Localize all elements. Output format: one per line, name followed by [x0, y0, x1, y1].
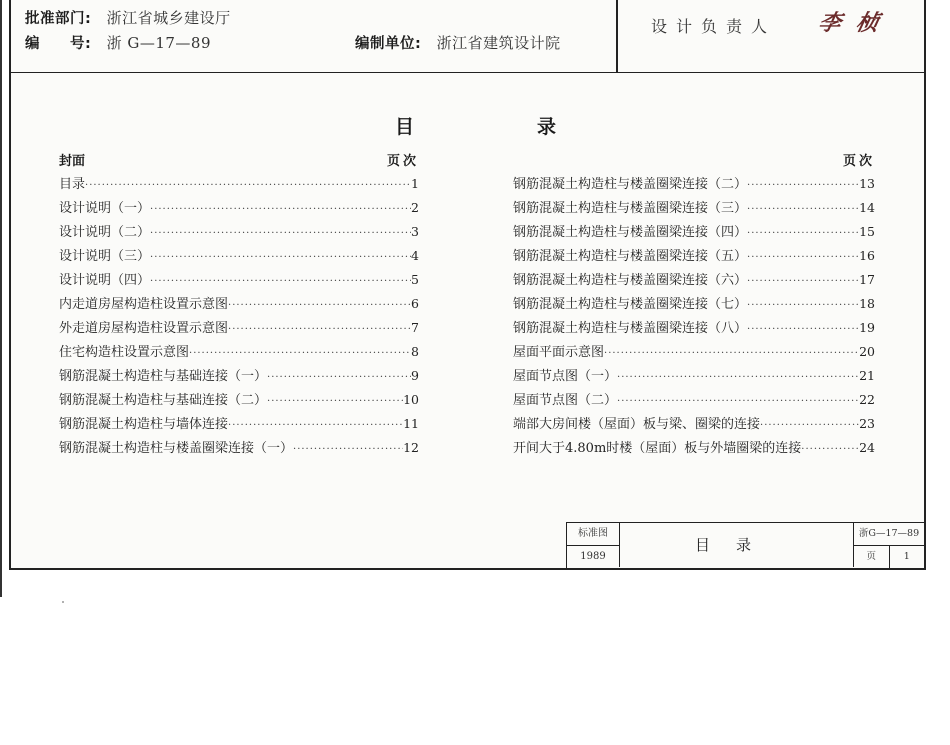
toc-entry — [59, 316, 419, 340]
page-number: 1 — [889, 546, 925, 568]
designer-label: 设计负责人 — [651, 17, 777, 36]
toc-entry-page: 13 — [859, 176, 875, 191]
number-value: 浙 G—17—89 — [106, 34, 212, 52]
toc-entry-page: 6 — [411, 296, 419, 311]
toc-leader-dots — [747, 294, 859, 318]
toc-entry-page: 17 — [859, 272, 875, 287]
page-cell — [854, 545, 924, 568]
toc-entry — [513, 364, 875, 388]
toc-entry — [513, 340, 875, 364]
toc-entry-page: 1 — [411, 176, 419, 191]
toc-entry — [513, 220, 875, 244]
toc-entry — [59, 436, 419, 460]
toc-entry-title: 内走道房屋构造柱设置示意图 — [59, 297, 229, 312]
toc-entry — [513, 316, 875, 340]
toc-entry-page: 9 — [411, 368, 419, 383]
toc-entry-page: 24 — [859, 440, 875, 455]
toc-entry-title: 钢筋混凝土构造柱与楼盖圈梁连接（一） — [59, 441, 294, 456]
title-block — [566, 522, 924, 568]
compiler-row — [355, 32, 561, 53]
toc-leader-dots — [747, 198, 859, 222]
toc-entry-title: 钢筋混凝土构造柱与楼盖圈梁连接（三） — [513, 201, 748, 216]
number-label: 编 号: — [25, 36, 92, 52]
toc-title-left: 目 — [395, 116, 415, 138]
toc-entry — [59, 172, 419, 196]
toc-leader-dots — [267, 366, 411, 390]
toc-right-list — [513, 172, 875, 460]
drawing-sheet — [9, 0, 926, 570]
toc-entry — [59, 388, 419, 412]
toc-entry — [59, 268, 419, 292]
toc-entry-title: 钢筋混凝土构造柱与楼盖圈梁连接（六） — [513, 273, 748, 288]
toc-entry-title: 钢筋混凝土构造柱与基础连接（二） — [59, 393, 268, 408]
toc-entry-title: 外走道房屋构造柱设置示意图 — [59, 321, 229, 336]
toc-entry-page: 8 — [411, 344, 419, 359]
toc-entry-title: 钢筋混凝土构造柱与墙体连接 — [59, 417, 229, 432]
toc-entry — [59, 244, 419, 268]
toc-entry-title: 设计说明（二） — [59, 225, 151, 240]
compiler-label: 编制单位: — [355, 36, 422, 52]
toc-entry — [513, 268, 875, 292]
toc-leader-dots — [189, 342, 411, 366]
cover-entry: 封面 — [59, 154, 86, 169]
toc-leader-dots — [267, 390, 403, 414]
toc-entry-page: 7 — [411, 320, 419, 335]
toc-entry-page: 14 — [859, 200, 875, 215]
toc-entry — [513, 196, 875, 220]
toc-leader-dots — [747, 270, 859, 294]
toc-entry-title: 钢筋混凝土构造柱与楼盖圈梁连接（八） — [513, 321, 748, 336]
toc-entry-page: 21 — [859, 368, 875, 383]
toc-entry-title: 屋面节点图（一） — [513, 369, 618, 384]
page-label: 页 — [866, 551, 876, 562]
toc-entry-page: 12 — [403, 440, 419, 455]
toc-entry-title: 钢筋混凝土构造柱与楼盖圈梁连接（七） — [513, 297, 748, 312]
toc-leader-dots — [760, 414, 859, 438]
toc-leader-dots — [293, 438, 403, 462]
page-col-label-left: 页次 — [386, 154, 419, 169]
toc-entry-page: 11 — [403, 416, 419, 431]
toc-entry-title: 钢筋混凝土构造柱与基础连接（一） — [59, 369, 268, 384]
toc-leader-dots — [801, 438, 859, 462]
toc-leader-dots — [747, 222, 859, 246]
toc-entry-page: 5 — [411, 272, 419, 287]
toc-entry-title: 屋面平面示意图 — [513, 345, 605, 360]
toc-leader-dots — [617, 366, 859, 390]
toc-entry — [59, 412, 419, 436]
toc-leader-dots — [747, 246, 859, 270]
title-block-code-cell — [853, 523, 924, 567]
toc-entry-title: 端部大房间楼（屋面）板与梁、圈梁的连接 — [513, 417, 761, 432]
toc-left-column — [59, 150, 419, 460]
toc-entry-title: 屋面节点图（二） — [513, 393, 618, 408]
approval-row — [25, 7, 231, 28]
toc-entry-page: 23 — [859, 416, 875, 431]
toc-entry-page: 4 — [411, 248, 419, 263]
toc-leader-dots — [228, 414, 403, 438]
toc-entry-page: 19 — [859, 320, 875, 335]
toc-title-right: 录 — [537, 116, 557, 138]
toc-leader-dots — [228, 318, 411, 342]
toc-entry-page: 3 — [411, 224, 419, 239]
toc-entry-page: 20 — [859, 344, 875, 359]
toc-leader-dots — [150, 222, 411, 246]
approval-label: 批准部门: — [25, 11, 92, 27]
title-block-title: 目录 — [694, 536, 777, 554]
toc-entry-page: 15 — [859, 224, 875, 239]
toc-entry-page: 16 — [859, 248, 875, 263]
toc-entry — [513, 436, 875, 460]
header-divider — [616, 0, 618, 72]
toc-leader-dots — [85, 174, 411, 198]
drawing-code: 浙G—17—89 — [858, 528, 920, 539]
toc-entry-title: 住宅构造柱设置示意图 — [59, 345, 190, 360]
std-label: 标准图 — [578, 528, 608, 539]
toc-entry — [513, 388, 875, 412]
toc-entry — [59, 364, 419, 388]
toc-entry-title: 钢筋混凝土构造柱与楼盖圈梁连接（五） — [513, 249, 748, 264]
toc-left-header — [59, 150, 419, 172]
toc-leader-dots — [150, 198, 411, 222]
toc-entry — [59, 340, 419, 364]
toc-entry-page: 10 — [403, 392, 419, 407]
toc-entry-title: 钢筋混凝土构造柱与楼盖圈梁连接（二） — [513, 177, 748, 192]
toc-entry-title: 目录 — [59, 177, 86, 192]
page-col-label-right: 页次 — [842, 154, 875, 169]
sheet-header — [11, 0, 924, 73]
toc-entry — [59, 196, 419, 220]
toc-entry — [59, 292, 419, 316]
toc-leader-dots — [747, 174, 859, 198]
toc-entry-page: 18 — [859, 296, 875, 311]
toc-right-column — [513, 150, 875, 460]
toc-entry-page: 22 — [859, 392, 875, 407]
scan-speck — [62, 601, 64, 603]
page-edge-line — [0, 0, 2, 597]
toc-entry-title: 设计说明（四） — [59, 273, 151, 288]
toc-entry — [513, 244, 875, 268]
toc-leader-dots — [747, 318, 859, 342]
toc-entry-title: 钢筋混凝土构造柱与楼盖圈梁连接（四） — [513, 225, 748, 240]
approval-value: 浙江省城乡建设厅 — [106, 9, 231, 27]
toc-entry-page: 2 — [411, 200, 419, 215]
toc-leader-dots — [228, 294, 411, 318]
number-row — [25, 32, 211, 53]
toc-entry-title: 开间大于4.80m时楼（屋面）板与外墙圈梁的连接 — [513, 441, 802, 456]
designer-signature: 李 桢 — [815, 10, 886, 36]
compiler-value: 浙江省建筑设计院 — [436, 34, 561, 52]
toc-entry-title: 设计说明（一） — [59, 201, 151, 216]
toc-right-header — [513, 150, 875, 172]
toc-entry — [513, 412, 875, 436]
toc-leader-dots — [617, 390, 859, 414]
toc-entry — [59, 220, 419, 244]
title-block-std-cell — [567, 523, 620, 567]
toc-left-list — [59, 172, 419, 460]
toc-entry — [513, 292, 875, 316]
toc-leader-dots — [150, 246, 411, 270]
toc-leader-dots — [604, 342, 859, 366]
toc-entry — [513, 172, 875, 196]
toc-entry-title: 设计说明（三） — [59, 249, 151, 264]
std-year: 1989 — [567, 545, 619, 568]
toc-leader-dots — [150, 270, 411, 294]
